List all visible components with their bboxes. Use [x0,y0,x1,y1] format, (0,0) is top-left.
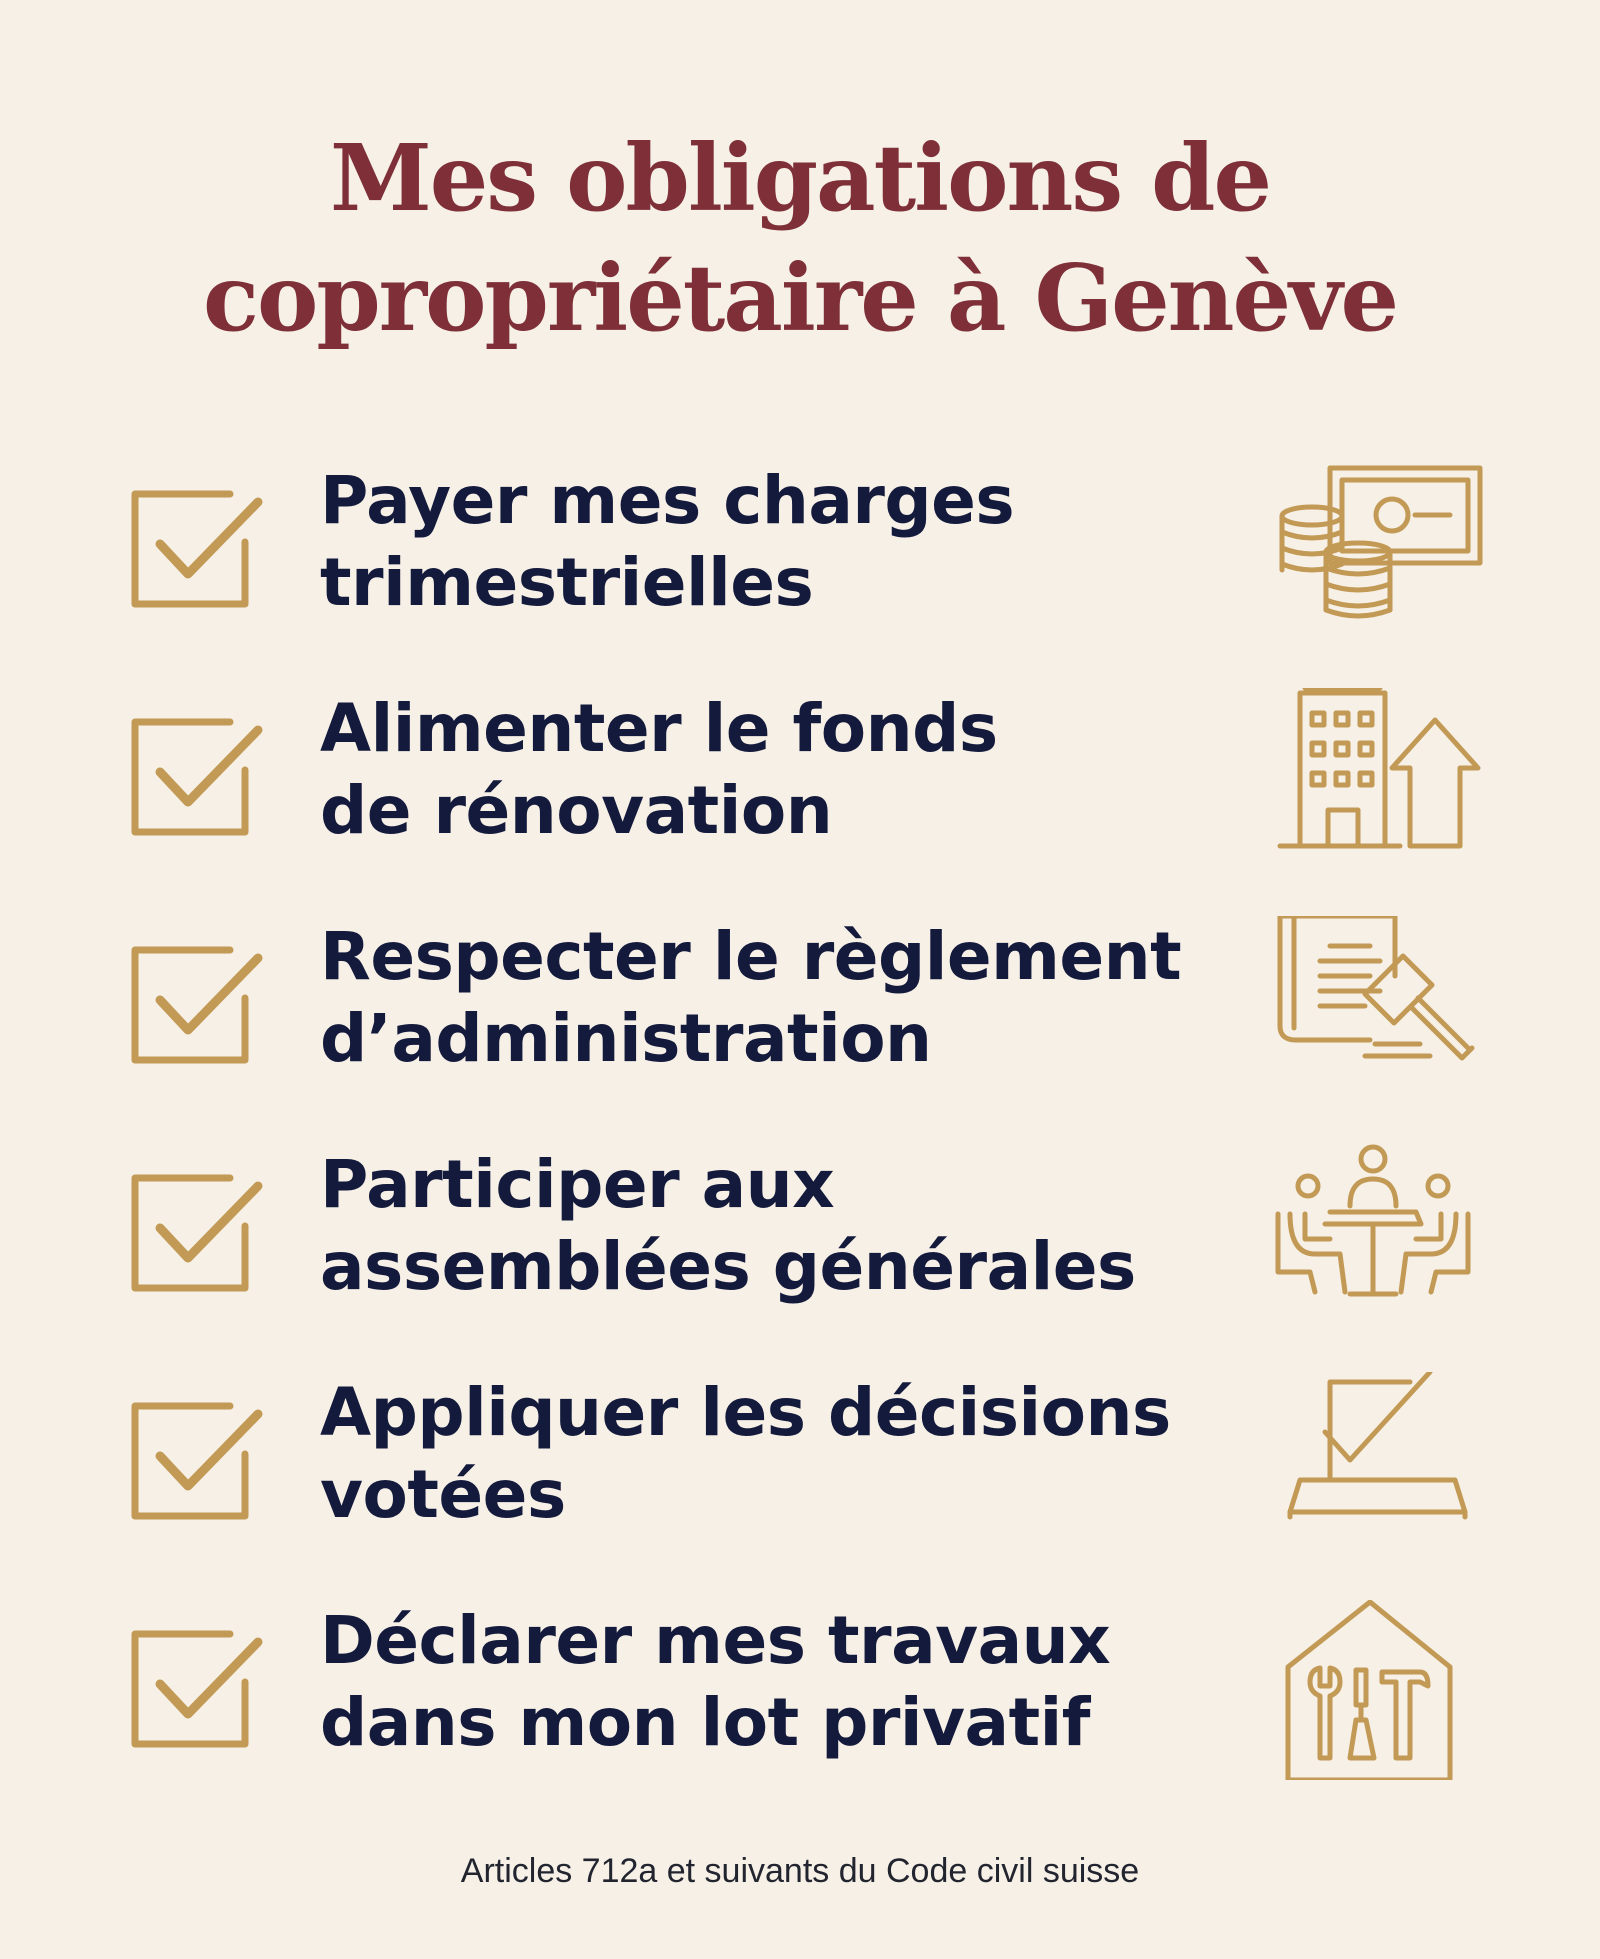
list-item [0,460,1600,660]
checkbox-checked-icon [130,1166,266,1302]
item-label: Déclarer mes travaux dans mon lot privatif [320,1602,1111,1761]
item-label: Appliquer les décisions votées [320,1374,1171,1533]
item-label: Alimenter le fonds de rénovation [320,690,998,849]
house-tools-icon [1270,1600,1490,1780]
building-arrow-up-icon [1270,688,1490,868]
item-label: Participer aux assemblées générales [320,1146,1136,1305]
list-item [0,916,1600,1116]
item-label: Payer mes charges trimestrielles [320,462,1015,621]
list-item [0,1144,1600,1344]
title-line-1: Mes obligations de [329,124,1271,232]
checkbox-checked-icon [130,1394,266,1530]
money-coins-icon [1270,460,1490,640]
checkbox-checked-icon [130,482,266,618]
footer-note: Articles 712a et suivants du Code civil suisse [460,1852,1140,1890]
checkbox-checked-icon [130,1622,266,1758]
checkbox-checked-icon [130,710,266,846]
book-gavel-icon [1270,916,1490,1096]
meeting-table-icon [1270,1144,1490,1324]
ballot-box-icon [1270,1372,1490,1552]
title-line-2: copropriétaire à Genève [202,244,1398,352]
list-item [0,1600,1600,1800]
item-label: Respecter le règlement d’administration [320,918,1182,1077]
checkbox-checked-icon [130,938,266,1074]
list-item [0,688,1600,888]
list-item [0,1372,1600,1572]
